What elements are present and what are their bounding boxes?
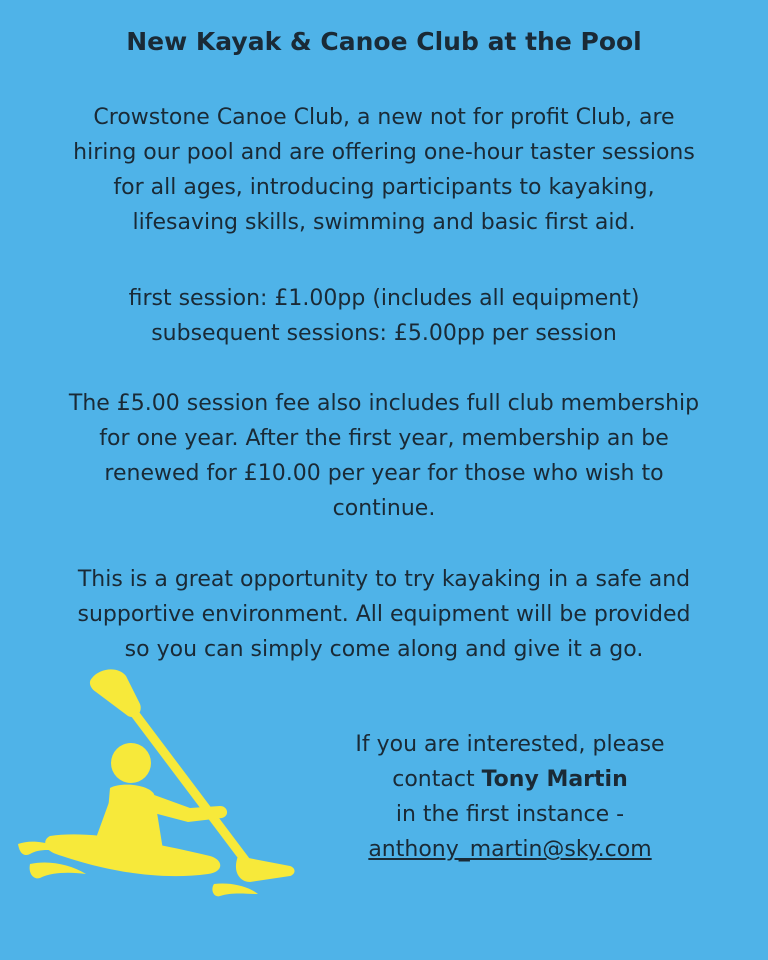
contact-prefix: contact (392, 767, 482, 792)
kayaker-icon (0, 660, 310, 920)
intro-line: Crowstone Canoe Club, a new not for profit Club, are (93, 105, 675, 130)
contact-email-link[interactable]: anthony_martin@sky.com (368, 837, 652, 862)
contact-line: in the first instance - (395, 802, 625, 827)
opportunity-paragraph (22, 562, 746, 667)
contact-line: If you are interested, please (355, 732, 665, 757)
membership-line: The £5.00 session fee also includes full club membership (68, 391, 700, 416)
opportunity-line: so you can simply come along and give it a go. (124, 637, 644, 662)
pricing-line: first session: £1.00pp (includes all equipment) (128, 286, 640, 311)
membership-line: for one year. After the first year, membership an be (99, 426, 669, 451)
membership-line: continue. (332, 496, 436, 521)
pricing-line: subsequent sessions: £5.00pp per session (151, 321, 617, 346)
contact-block (300, 727, 720, 867)
opportunity-line: This is a great opportunity to try kayaking in a safe and (77, 567, 691, 592)
pricing-paragraph (22, 281, 746, 351)
page-title: New Kayak & Canoe Club at the Pool (126, 27, 642, 56)
intro-paragraph (22, 100, 746, 240)
contact-name: Tony Martin (481, 767, 628, 792)
membership-line: renewed for £10.00 per year for those who wish to (104, 461, 664, 486)
membership-paragraph (22, 386, 746, 526)
opportunity-line: supportive environment. All equipment will be provided (77, 602, 691, 627)
contact-line (300, 762, 720, 797)
intro-line: for all ages, introducing participants to kayaking, (113, 175, 655, 200)
intro-line: lifesaving skills, swimming and basic first aid. (132, 210, 636, 235)
intro-line: hiring our pool and are offering one-hour taster sessions (73, 140, 695, 165)
